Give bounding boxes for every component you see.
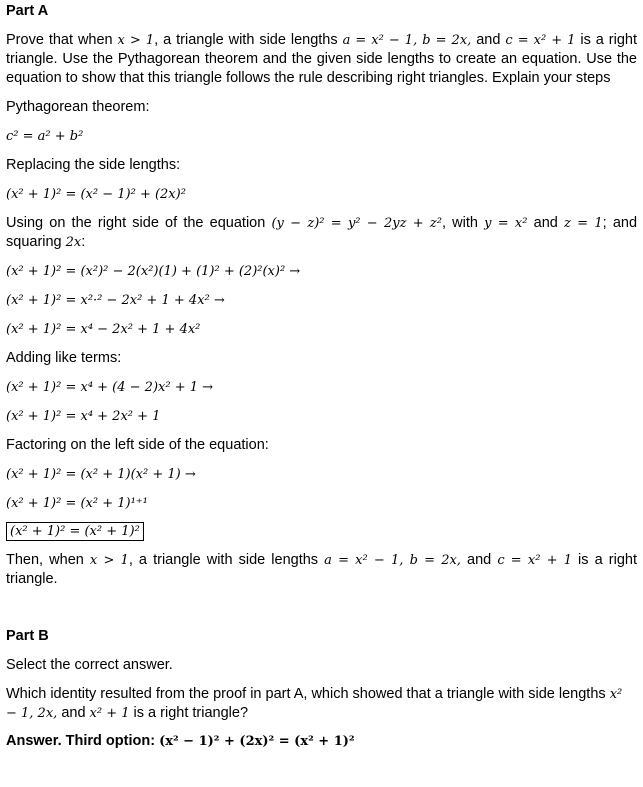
using-text: :: [81, 234, 86, 250]
prompt-math: x > 1: [117, 33, 155, 48]
answer-equation: (x² − 1)² + (2x)² = (x² + 1)²: [159, 734, 355, 749]
step-equation-5: (x² + 1)² = x⁴ + 2x² + 1: [6, 409, 161, 424]
step-equation-7: (x² + 1)² = (x² + 1)¹⁺¹: [6, 496, 148, 511]
part-a-heading: Part A: [6, 3, 49, 19]
conclusion-text: , a triangle with side lengths: [128, 552, 325, 568]
replaced-equation: (x² + 1)² = (x² − 1)² + (2x)²: [6, 187, 186, 202]
question-text: Which identity resulted from the proof in part A, which showed that a triangle with side lengths: [6, 686, 610, 702]
part-b-answer: [6, 732, 637, 751]
using-text: and: [527, 215, 565, 231]
conclusion-text: is a right triangle.: [6, 552, 637, 587]
using-math: (y − z)² = y² − 2yz + z²: [271, 216, 442, 231]
prompt-text: is a right triangle. Use the Pythagorean theorem and the given side lengths to create an equation. Use the equation to show that this triangle follows the rule describing right triangles. Explain your steps: [6, 32, 637, 86]
part-a-prompt: [6, 31, 637, 88]
prompt-text: Prove that when: [6, 32, 118, 48]
conclusion-math: c = x² + 1: [497, 553, 572, 568]
theorem-label: Pythagorean theorem:: [6, 99, 150, 115]
using-text: ; and squaring: [6, 215, 638, 250]
factoring-label: Factoring on the left side of the equation:: [6, 437, 269, 453]
conclusion-paragraph: [6, 551, 637, 589]
step-equation-1: (x² + 1)² = (x²)² − 2(x²)(1) + (1)² + (2)²(x)² →: [6, 264, 301, 279]
step-equation-4: (x² + 1)² = x⁴ + (4 − 2)x² + 1 →: [6, 380, 214, 395]
part-b-heading: Part B: [6, 628, 49, 644]
part-b-question: [6, 685, 637, 723]
step-equation-2: (x² + 1)² = x²·² − 2x² + 1 + 4x² →: [6, 293, 225, 308]
using-text: Using on the right side of the equation: [6, 215, 272, 231]
question-text: and: [57, 705, 90, 721]
conclusion-math: x > 1: [89, 553, 129, 568]
using-math: z = 1: [564, 216, 603, 231]
conclusion-text: Then, when: [6, 552, 90, 568]
conclusion-text: and: [460, 552, 498, 568]
boxed-result: [6, 522, 637, 541]
step-equation-3: (x² + 1)² = x⁴ − 2x² + 1 + 4x²: [6, 322, 201, 337]
question-math: x² − 1, 2x,: [6, 687, 623, 721]
step-equation-6: (x² + 1)² = (x² + 1)(x² + 1) →: [6, 467, 196, 482]
replacing-label: Replacing the side lengths:: [6, 157, 181, 173]
prompt-text: and: [471, 32, 506, 48]
prompt-math: c = x² + 1: [505, 33, 576, 48]
theorem-equation: c² = a² + b²: [6, 129, 84, 144]
conclusion-math: a = x² − 1, b = 2x,: [324, 553, 461, 568]
using-text: , with: [441, 215, 485, 231]
question-math: x² + 1: [89, 706, 130, 721]
prompt-text: , a triangle with side lengths: [154, 32, 343, 48]
answer-label: Answer. Third option:: [6, 733, 160, 749]
boxed-result-equation: (x² + 1)² = (x² + 1)²: [6, 522, 144, 541]
adding-label: Adding like terms:: [6, 350, 122, 366]
prompt-math: a = x² − 1, b = 2x,: [342, 33, 472, 48]
using-math: y = x²: [484, 216, 528, 231]
using-paragraph: [6, 214, 637, 252]
part-b-instruction: Select the correct answer.: [6, 657, 173, 673]
question-text: is a right triangle?: [129, 705, 249, 721]
using-math: 2x: [65, 235, 82, 250]
